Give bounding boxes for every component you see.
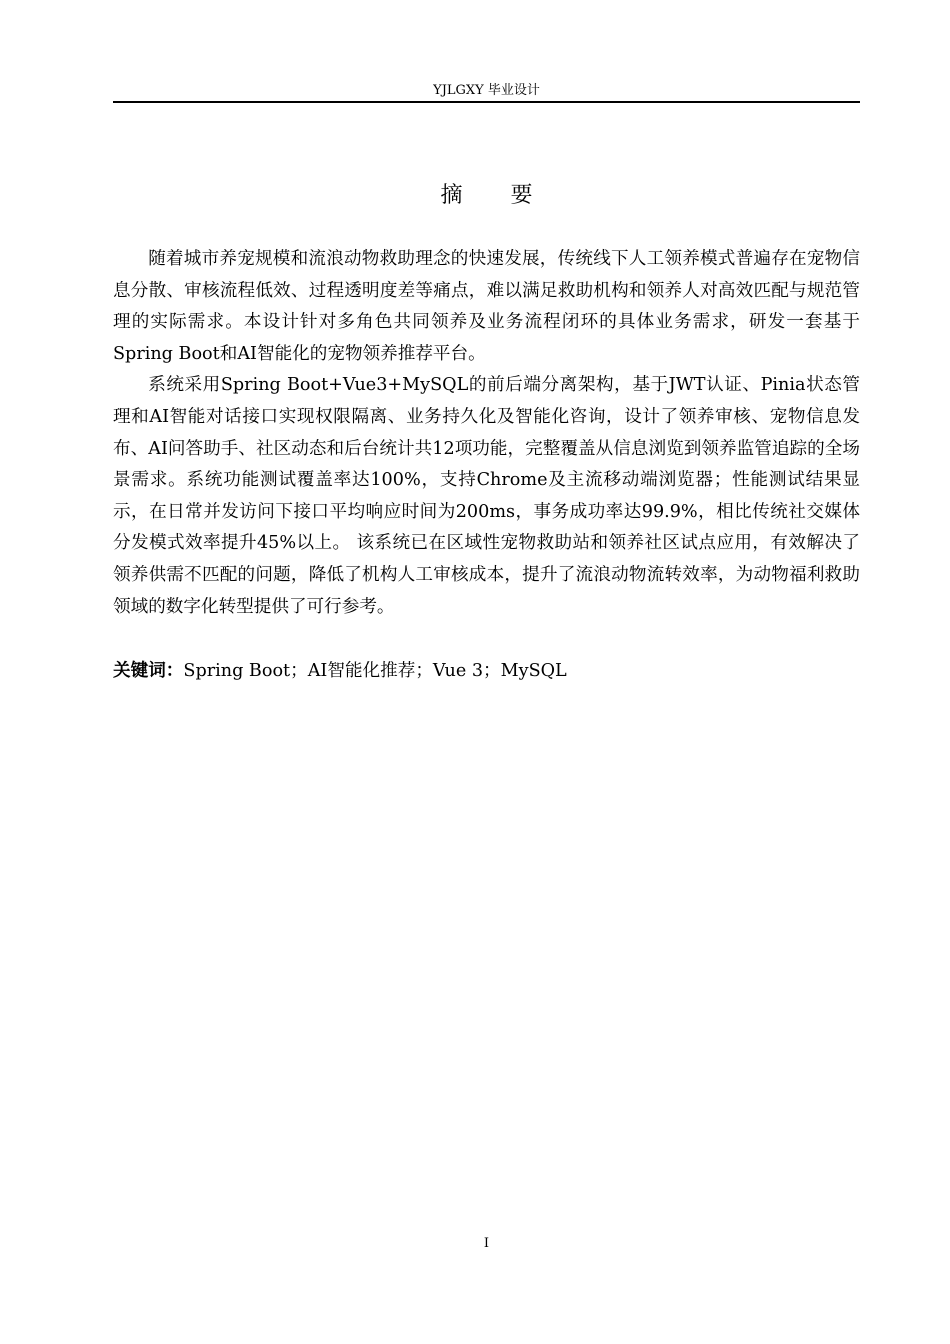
header-divider: [113, 101, 860, 103]
abstract-title: [113, 182, 860, 210]
page-header: YJLGXY 毕业设计: [433, 83, 540, 98]
abstract-paragraph-1: 随着城市养宠规模和流浪动物救助理念的快速发展，传统线下人工领养模式普遍存在宠物信息分散、审核流程低效、过程透明度差等痛点，难以满足救助机构和领养人对高效匹配与规范管理的实际需求。本设计针对多角色共同领养及业务流程闭环的具体业务需求，研发一套基于Spring Boot和AI智能化的宠物领养推荐平台。: [113, 249, 860, 364]
keywords-label: 关键词：: [113, 661, 184, 681]
keywords-value: Spring Boot；AI智能化推荐；Vue 3；MySQL: [183, 661, 567, 681]
abstract-paragraph-2: 系统采用Spring Boot+Vue3+MySQL的前后端分离架构，基于JWT认证、Pinia状态管理和AI智能对话接口实现权限隔离、业务持久化及智能化咨询，设计了领养审核、宠物信息发布、AI问答助手、社区动态和后台统计共12项功能，完整覆盖从信息浏览到领养监管追踪的全场景需求。系统功能测试覆盖率达100%，支持Chrome及主流移动端浏览器；性能测试结果显示，在日常并发访问下接口平均响应时间为200ms，事务成功率达99.9%，相比传统社交媒体分发模式效率提升45%以上。 该系统已在区域性宠物救助站和领养社区试点应用，有效解决了领养供需不匹配的问题，降低了机构人工审核成本，提升了流浪动物流转效率，为动物福利救助领域的数字化转型提供了可行参考。: [113, 375, 860, 617]
abstract-body: [113, 244, 860, 623]
abstract-title-char-2: 要: [510, 183, 533, 208]
keywords-line: [113, 657, 860, 685]
page-number: I: [483, 1236, 490, 1251]
abstract-title-char-1: 摘: [440, 183, 463, 208]
